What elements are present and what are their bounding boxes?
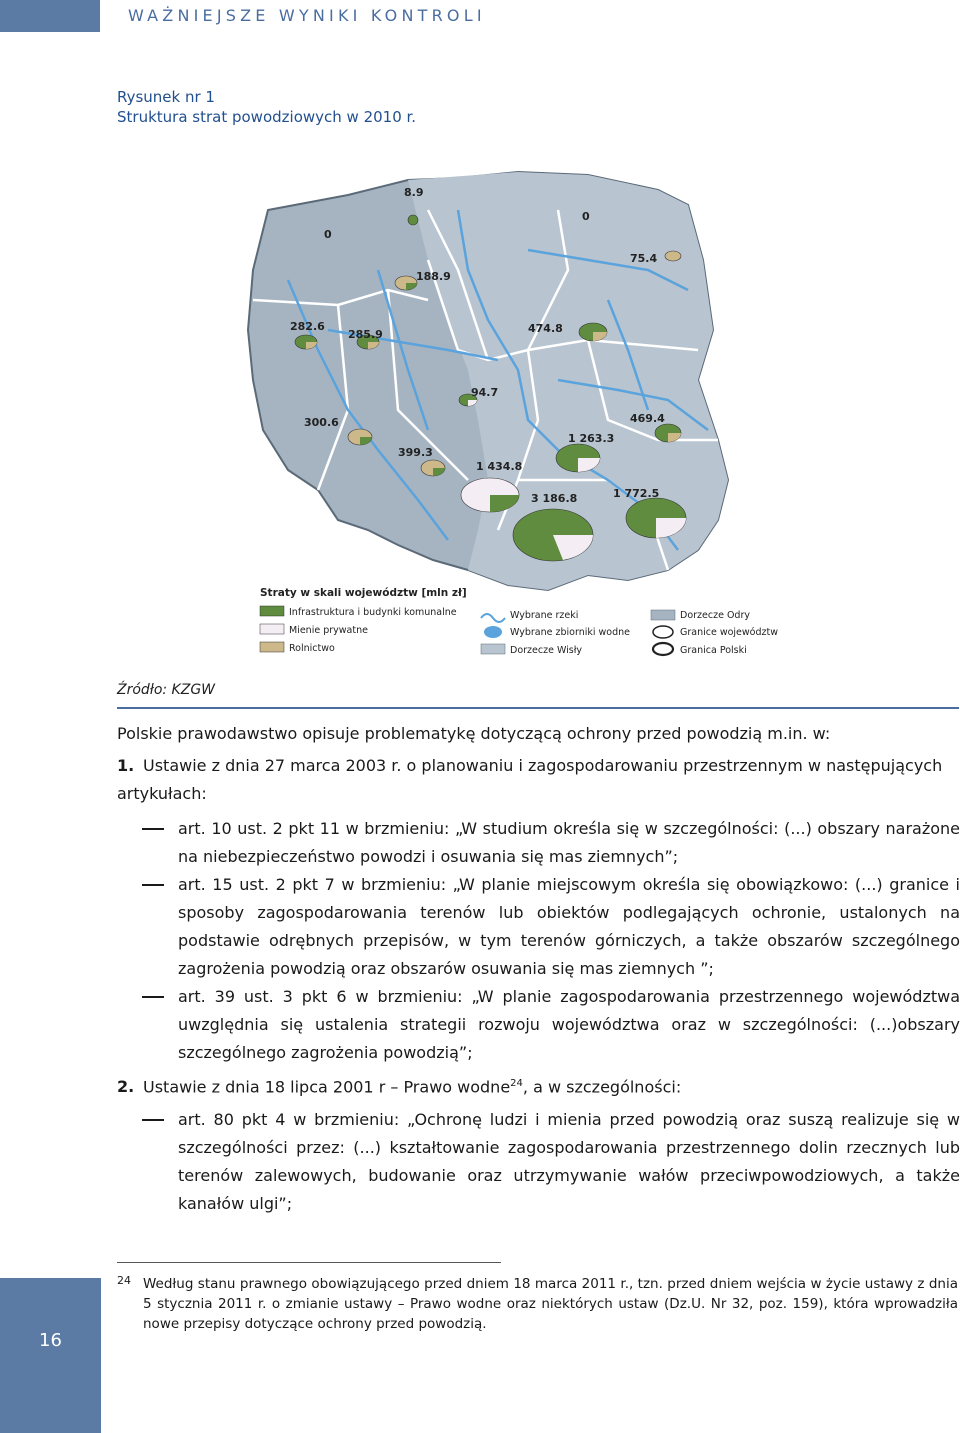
intro-paragraph: Polskie prawodawstwo opisuje problematykę dotyczącą ochrony przed powodzią m.in. w: [117, 724, 831, 743]
bullet-text: art. 10 ust. 2 pkt 11 w brzmieniu: „W studium określa się w szczególności: (...) obszary narażone na niebezpieczeństwo powodzi i osuwania się mas ziemnych”; [178, 819, 960, 866]
map-legend [260, 587, 778, 656]
bullet-text: art. 15 ust. 2 pkt 7 w brzmieniu: „W planie miejscowym określa się obowiązkowo: (...) granice i sposoby zagospodarowania terenów lub obiektów podlegających ochronie, ustalonych na podstawie odrębnych przepisów, w tym terenów górniczych, a także obszarów szczególnego zagrożenia powodzią oraz obszarów osuwania się mas ziemnych ”; [178, 875, 960, 978]
value-label: 94.7 [471, 386, 499, 399]
figure-title: Struktura strat powodziowych w 2010 r. [117, 108, 417, 126]
pie-malopolskie [513, 509, 593, 561]
value-label: 285.9 [348, 328, 383, 341]
dash-marker [142, 996, 164, 998]
pie-swietokrzyskie [556, 444, 600, 472]
footnote-rule [117, 1262, 501, 1263]
pie-podkarpackie [626, 498, 686, 538]
svg-text:Granice województw: Granice województw [680, 627, 778, 638]
figure-source: Źródło: KZGW [117, 682, 216, 698]
bullet-item [142, 815, 960, 871]
value-label: 75.4 [630, 252, 658, 265]
page-number: 16 [39, 1330, 62, 1351]
value-label: 0 [324, 228, 332, 241]
footnote-text: Według stanu prawnego obowiązującego przed dniem 18 marca 2011 r., tzn. przed dniem wejścia w życie ustawy z dnia 5 stycznia 2011 r. o zmianie ustawy – Prawo wodne oraz niektórych ustaw (Dz.U. Nr 32, poz. 159), która wprowadziła nowe przepisy dotyczące ochrony przed powodzią. [143, 1276, 958, 1332]
bullet-text: art. 80 pkt 4 w brzmieniu: „Ochronę ludzi i mienia przed powodzią oraz suszą realizuje się w szczególności przez: (...) kształtowanie zagospodarowania przestrzennego dolin rzecznych lub terenów zalewowych, budowanie oraz utrzymywanie wałów przeciwpowodziowych, a także kanałów ulgi”; [178, 1110, 960, 1213]
value-label: 399.3 [398, 446, 433, 459]
value-label: 0 [582, 210, 590, 223]
pie-slaskie [461, 478, 519, 512]
running-header: WAŻNIEJSZE WYNIKI KONTROLI [128, 6, 486, 25]
figure-number: Rysunek nr 1 [117, 88, 215, 106]
value-label: 300.6 [304, 416, 339, 429]
svg-text:Wybrane zbiorniki wodne: Wybrane zbiorniki wodne [510, 627, 630, 638]
svg-text:Granica Polski: Granica Polski [680, 645, 747, 656]
header-accent-bar [0, 0, 100, 32]
pie-mazowieckie [579, 323, 607, 341]
footnote-number: 24 [117, 1274, 131, 1287]
list-number: 1. [117, 756, 135, 775]
bullet-item [142, 1106, 960, 1218]
pie-wm [665, 251, 681, 261]
svg-text:Straty w skali województw [mln: Straty w skali województw [mln zł] [260, 587, 467, 599]
pie-opolskie [421, 460, 445, 476]
page-number-box [0, 1278, 101, 1433]
dash-marker [142, 884, 164, 886]
value-label: 1 772.5 [613, 487, 660, 500]
footnote-ref[interactable]: 24 [510, 1078, 523, 1089]
value-label: 1 263.3 [568, 432, 615, 445]
separator-rule [117, 707, 959, 709]
value-label: 282.6 [290, 320, 325, 333]
flood-loss-map [228, 150, 798, 670]
pie-lubuskie [295, 335, 317, 349]
value-label: 469.4 [630, 412, 665, 425]
dash-marker [142, 1119, 164, 1121]
value-label: 474.8 [528, 322, 563, 335]
list-item-2 [117, 1070, 960, 1101]
svg-text:Dorzecze Odry: Dorzecze Odry [680, 610, 750, 621]
svg-text:Rolnictwo: Rolnictwo [289, 643, 335, 654]
dash-marker [142, 828, 164, 830]
svg-text:Infrastruktura i budynki komun: Infrastruktura i budynki komunalne [289, 607, 457, 618]
pie-lubelskie [655, 424, 681, 442]
map-svg [228, 150, 798, 670]
svg-text:Wybrane rzeki: Wybrane rzeki [510, 610, 579, 621]
bullet-text: art. 39 ust. 3 pkt 6 w brzmieniu: „W planie zagospodarowania przestrzennego województwa uwzględnia się ustalenia strategii rozwoju województwa oraz w szczególności: (...)obszary szczególnego zagrożenia powodzią”; [178, 987, 960, 1062]
svg-text:Mienie prywatne: Mienie prywatne [289, 625, 368, 636]
value-label: 1 434.8 [476, 460, 523, 473]
pie-kp [395, 276, 417, 290]
list-item-1 [117, 752, 960, 808]
bullet-item [142, 983, 960, 1067]
bullet-item [142, 871, 960, 983]
value-label: 188.9 [416, 270, 451, 283]
pie-pomorskie [408, 215, 418, 225]
list-item-text: Ustawie z dnia 27 marca 2003 r. o planowaniu i zagospodarowaniu przestrzennym w następujących artykułach: [117, 756, 943, 803]
value-label: 3 186.8 [531, 492, 578, 505]
list-item-text: Ustawie z dnia 18 lipca 2001 r – Prawo wodne [143, 1077, 511, 1097]
svg-text:Dorzecze Wisły: Dorzecze Wisły [510, 645, 583, 656]
list-item-text-tail: , a w szczególności: [522, 1077, 682, 1097]
list-number: 2. [117, 1077, 135, 1097]
value-label: 8.9 [404, 186, 424, 199]
pie-dolnoslaskie [348, 429, 372, 445]
